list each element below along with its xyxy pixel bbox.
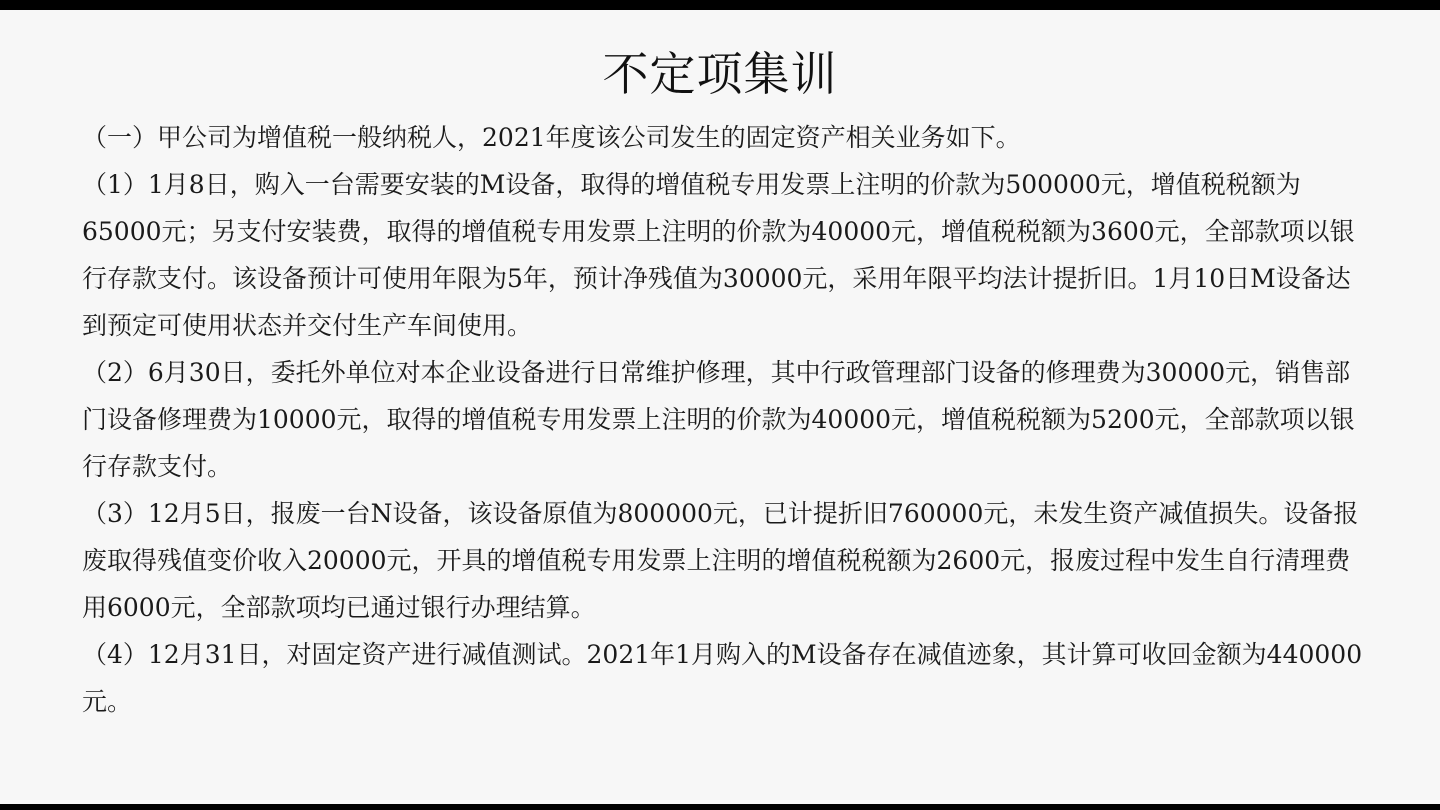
slide-body [82,114,1372,725]
bottom-letterbox-bar [0,804,1440,810]
paragraph-intro: （一）甲公司为增值税一般纳税人，2021年度该公司发生的固定资产相关业务如下。 [82,123,1021,152]
paragraph-item-3: （3）12月5日，报废一台N设备，该设备原值为800000元，已计提折旧760000元，未发生资产减值损失。设备报废取得残值变价收入20000元，开具的增值税专用发票上注明的增值税税额为2600元，报废过程中发生自行清理费用6000元，全部款项均已通过银行办理结算。 [82,499,1359,622]
top-letterbox-bar [0,0,1440,10]
slide-title: 不定项集训 [602,47,838,101]
paragraph-item-4: （4）12月31日，对固定资产进行减值测试。2021年1月购入的M设备存在减值迹象，其计算可收回金额为440000元。 [82,640,1363,716]
paragraph-item-1: （1）1月8日，购入一台需要安装的M设备，取得的增值税专用发票上注明的价款为500000元，增值税税额为65000元；另支付安装费，取得的增值税专用发票上注明的价款为40000元，增值税税额为3600元，全部款项以银行存款支付。该设备预计可使用年限为5年，预计净残值为30000元，采用年限平均法计提折旧。1月10日M设备达到预定可使用状态并交付生产车间使用。 [82,170,1355,340]
paragraph-item-2: （2）6月30日，委托外单位对本企业设备进行日常维护修理，其中行政管理部门设备的修理费为30000元，销售部门设备修理费为10000元，取得的增值税专用发票上注明的价款为40000元，增值税税额为5200元，全部款项以银行存款支付。 [82,358,1355,481]
